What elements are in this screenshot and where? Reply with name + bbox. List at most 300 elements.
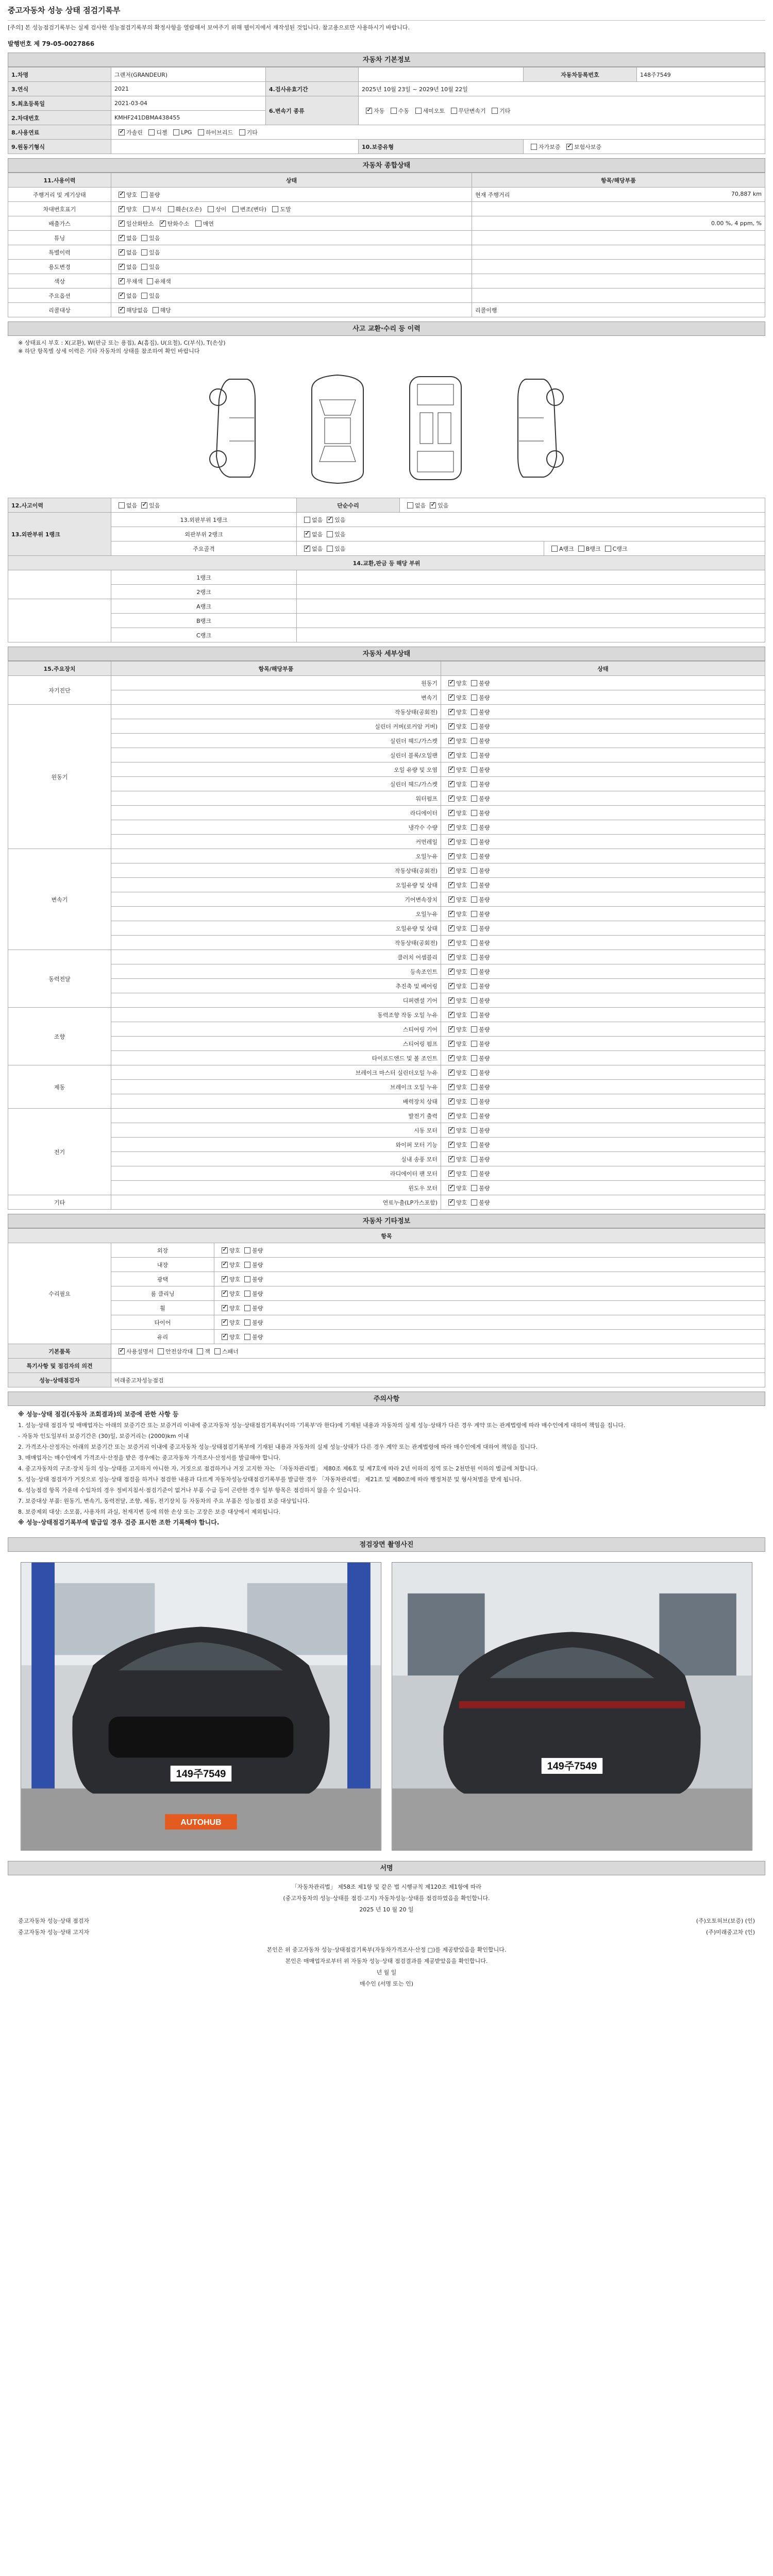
detail-checkbox[interactable] (471, 723, 477, 730)
detail-checkbox[interactable] (448, 1098, 455, 1105)
detail-checkbox[interactable] (471, 954, 477, 960)
detail-checkbox[interactable] (471, 1171, 477, 1177)
basic-label: 1.차명 (8, 67, 111, 82)
detail-item: 오일 유량 및 오염 (111, 762, 441, 777)
warranty-opt: 보험사보증 (574, 143, 602, 150)
general-checkbox[interactable] (141, 293, 147, 299)
accident-checkbox[interactable] (119, 502, 125, 509)
detail-group: 동력전달 (8, 950, 111, 1008)
detail-checkbox[interactable] (471, 1026, 477, 1032)
detail-checkbox[interactable] (448, 824, 455, 831)
basic-value: 2021 (111, 82, 266, 96)
other-group: 수리필요 (8, 1243, 111, 1344)
general-opt: 없음 (126, 249, 138, 256)
detail-opt: 불량 (479, 824, 490, 831)
section-caution-title: 주의사항 (8, 1392, 765, 1406)
detail-checkbox[interactable] (448, 752, 455, 758)
detail-opt: 양호 (456, 997, 467, 1004)
accident-checkbox[interactable] (407, 502, 413, 509)
detail-item: 스티어링 펌프 (111, 1037, 441, 1051)
detail-checkbox[interactable] (471, 781, 477, 787)
accident-checkbox[interactable] (304, 546, 310, 552)
detail-checkbox[interactable] (471, 1156, 477, 1162)
accident-checkbox[interactable] (327, 517, 333, 523)
notice-text: [주의] 본 성능점검기록부는 실제 검사한 성능점검기록부의 확정사항을 열람해서 보여주기 위해 웹이지에서 재작성된 것입니다. 참고용으로만 사용하시기 바랍니다. (8, 24, 410, 31)
other-opt: 불량 (252, 1276, 263, 1283)
general-checkbox[interactable] (153, 307, 159, 313)
general-opt: 있음 (149, 263, 160, 270)
detail-checkbox[interactable] (448, 1199, 455, 1206)
other-row-label: 성능·상태점검자 (8, 1373, 111, 1387)
general-opt: 불량 (149, 191, 160, 198)
detail-checkbox[interactable] (448, 1012, 455, 1018)
detail-status (441, 777, 765, 791)
general-checkbox[interactable] (208, 206, 214, 212)
trans-checkbox[interactable] (366, 108, 372, 114)
registration-label: 자동차등록번호 (524, 67, 637, 82)
other-opt: 양호 (229, 1247, 241, 1254)
detail-opt: 불량 (479, 925, 490, 932)
detail-table (8, 661, 765, 1210)
detail-opt: 양호 (456, 853, 467, 860)
detail-checkbox[interactable] (471, 810, 477, 816)
fuel-checkbox[interactable] (148, 129, 155, 135)
detail-item: 실린더 커버(로커암 커버) (111, 719, 441, 734)
detail-checkbox[interactable] (471, 1055, 477, 1061)
detail-item: 변속기 (111, 690, 441, 705)
other-item: 유리 (111, 1330, 214, 1344)
detail-checkbox[interactable] (471, 824, 477, 831)
detail-opt: 불량 (479, 1199, 490, 1206)
accident-checkbox[interactable] (141, 502, 147, 509)
detail-opt: 양호 (456, 1141, 467, 1148)
detail-checkbox[interactable] (448, 1084, 455, 1090)
detail-checkbox[interactable] (448, 1185, 455, 1191)
warranty-checkbox[interactable] (566, 144, 573, 150)
detail-group: 기타 (8, 1195, 111, 1210)
general-checkbox[interactable] (119, 249, 125, 256)
detail-opt: 양호 (456, 867, 467, 874)
detail-status (441, 1109, 765, 1123)
other-checkbox[interactable] (222, 1276, 228, 1282)
fuel-checkbox[interactable] (239, 129, 245, 135)
sign-line: 본인은 위 중고자동차 성능·상태점검기록부(자동차가격조사·산정 □)를 제공받았음을 확인합니다. (266, 1946, 507, 1953)
accident-opt: 없음 (312, 516, 323, 523)
detail-status (441, 676, 765, 690)
accident-table (8, 498, 765, 642)
detail-checkbox[interactable] (448, 853, 455, 859)
other-checkbox[interactable] (222, 1319, 228, 1326)
accident-q: 13.외판부위 1랭크 (8, 513, 111, 556)
other-checkbox[interactable] (244, 1319, 250, 1326)
detail-checkbox[interactable] (448, 940, 455, 946)
detail-checkbox[interactable] (448, 810, 455, 816)
trans-checkbox[interactable] (492, 108, 498, 114)
detail-opt: 양호 (456, 680, 467, 687)
detail-opt: 불량 (479, 1040, 490, 1047)
accident-opt: 있음 (334, 531, 346, 538)
accident-checkbox[interactable] (327, 531, 333, 537)
detail-status (441, 993, 765, 1008)
detail-status (441, 1123, 765, 1138)
general-opt: 일산화탄소 (126, 220, 154, 227)
rank-label: A랭크 (111, 599, 297, 614)
caution-title: ※ 성능·상태 점검(자동차 조회결과)의 보증에 관한 사항 등 (18, 1411, 179, 1418)
detail-checkbox[interactable] (471, 896, 477, 903)
other-opt: 불량 (252, 1261, 263, 1268)
basic-label: 2.차대번호 (8, 111, 111, 125)
other-checkbox[interactable] (244, 1276, 250, 1282)
detail-item: 원동기 (111, 676, 441, 690)
fuel-opt: 가솔린 (126, 129, 143, 136)
general-checkbox[interactable] (232, 206, 239, 212)
other-checkbox[interactable] (244, 1334, 250, 1340)
accident-checkbox[interactable] (304, 531, 310, 537)
detail-item: 추진축 및 베어링 (111, 979, 441, 993)
detail-status (441, 907, 765, 921)
detail-checkbox[interactable] (471, 882, 477, 888)
detail-checkbox[interactable] (448, 983, 455, 989)
other-checkbox[interactable] (244, 1247, 250, 1253)
rank-checkbox[interactable] (578, 546, 584, 552)
general-checkbox[interactable] (272, 206, 278, 212)
detail-checkbox[interactable] (448, 709, 455, 715)
general-checkbox[interactable] (195, 221, 201, 227)
detail-opt: 양호 (456, 766, 467, 773)
sign-date: 2025 년 10 월 20 일 (359, 1906, 414, 1913)
detail-checkbox[interactable] (448, 1055, 455, 1061)
detail-checkbox[interactable] (471, 709, 477, 715)
general-opt: 변조(변타) (240, 206, 266, 213)
detail-checkbox[interactable] (448, 1171, 455, 1177)
detail-opt: 양호 (456, 1156, 467, 1163)
detail-opt: 불량 (479, 694, 490, 701)
accident-checkbox[interactable] (430, 502, 436, 509)
other-item: 룸 클리닝 (111, 1286, 214, 1301)
detail-item: 기어변속장치 (111, 892, 441, 907)
other-row-value: 미래중고차성능점검 (111, 1373, 765, 1387)
trans-checkbox[interactable] (415, 108, 422, 114)
detail-checkbox[interactable] (448, 896, 455, 903)
detail-item: 오일누유 (111, 907, 441, 921)
basic-item-checkbox[interactable] (158, 1348, 164, 1354)
basic-label: 5.최초등록일 (8, 96, 111, 111)
section-sign-title: 서명 (8, 1861, 765, 1875)
general-checkbox[interactable] (119, 192, 125, 198)
detail-status (441, 1181, 765, 1195)
car-side-right-icon (492, 369, 575, 487)
other-checkbox[interactable] (222, 1334, 228, 1340)
other-checkbox[interactable] (244, 1262, 250, 1268)
general-row-label: 차대번호표기 (8, 202, 111, 216)
general-row-label: 용도변경 (8, 260, 111, 274)
detail-checkbox[interactable] (471, 1084, 477, 1090)
detail-status (441, 1138, 765, 1152)
other-opt: 양호 (229, 1290, 241, 1297)
detail-checkbox[interactable] (471, 1070, 477, 1076)
rank-opt: C랭크 (612, 545, 628, 552)
detail-item: 오일누유 (111, 849, 441, 863)
detail-checkbox[interactable] (448, 911, 455, 917)
detail-opt: 양호 (456, 1184, 467, 1192)
basic-item-opt: 잭 (205, 1348, 210, 1355)
accident-q: 주요골격 (111, 541, 297, 556)
rank-checkbox[interactable] (551, 546, 558, 552)
detail-checkbox[interactable] (471, 1041, 477, 1047)
other-checkbox[interactable] (244, 1291, 250, 1297)
other-opt: 불량 (252, 1247, 263, 1254)
trans-checkbox[interactable] (391, 108, 397, 114)
basic-item-checkbox[interactable] (214, 1348, 221, 1354)
detail-checkbox[interactable] (471, 925, 477, 931)
basic-value: 그랜저(GRANDEUR) (111, 67, 266, 82)
accident-opt: 있음 (334, 516, 346, 523)
detail-checkbox[interactable] (448, 1041, 455, 1047)
basic-label: 6.변속기 종류 (266, 96, 359, 125)
other-status (214, 1272, 765, 1286)
detail-checkbox[interactable] (448, 1026, 455, 1032)
general-opt: 부식 (150, 206, 162, 213)
general-checkbox[interactable] (141, 192, 147, 198)
accident-checkbox[interactable] (327, 546, 333, 552)
detail-checkbox[interactable] (448, 680, 455, 686)
general-opt: 매연 (203, 220, 214, 227)
sign-name: (주)미래중고차 (인) (705, 1929, 755, 1936)
detail-checkbox[interactable] (448, 795, 455, 802)
detail-opt: 불량 (479, 723, 490, 730)
other-item: 타이어 (111, 1315, 214, 1330)
detail-item: 커먼레일 (111, 835, 441, 849)
caution-line: - 자동차 인도일부터 보증기간은 (30)일, 보증거리는 (2000)km 이내 (18, 1433, 189, 1439)
warranty-checkbox[interactable] (531, 144, 537, 150)
detail-checkbox[interactable] (448, 1070, 455, 1076)
detail-checkbox[interactable] (471, 1012, 477, 1018)
detail-checkbox[interactable] (471, 839, 477, 845)
detail-item: 브레이크 오일 누유 (111, 1080, 441, 1094)
detail-checkbox[interactable] (471, 795, 477, 802)
front-plate-text: 149주7549 (176, 1768, 226, 1780)
other-opt: 양호 (229, 1261, 241, 1268)
detail-checkbox[interactable] (471, 1127, 477, 1133)
detail-opt: 양호 (456, 1199, 467, 1206)
detail-opt: 불량 (479, 1098, 490, 1105)
caution-notes (8, 1406, 765, 1533)
detail-checkbox[interactable] (471, 1199, 477, 1206)
document-number: 발행번호 제 79-05-0027866 (8, 40, 95, 47)
detail-checkbox[interactable] (471, 752, 477, 758)
detail-group: 제동 (8, 1065, 111, 1109)
detail-checkbox[interactable] (471, 1142, 477, 1148)
rank-label: 2랭크 (111, 585, 297, 599)
detail-opt: 불량 (479, 752, 490, 759)
detail-checkbox[interactable] (471, 738, 477, 744)
detail-checkbox[interactable] (471, 1113, 477, 1119)
detail-checkbox[interactable] (448, 1113, 455, 1119)
detail-status (441, 719, 765, 734)
other-checkbox[interactable] (222, 1305, 228, 1311)
basic-item-opt: 스패너 (222, 1348, 239, 1355)
detail-checkbox[interactable] (471, 680, 477, 686)
general-checkbox[interactable] (119, 264, 125, 270)
general-checkbox[interactable] (119, 307, 125, 313)
trans-opt: 수동 (398, 107, 410, 114)
other-header: 항목 (8, 1229, 765, 1243)
general-opt: 양호 (126, 206, 138, 213)
general-row-label: 배출가스 (8, 216, 111, 231)
detail-checkbox[interactable] (471, 911, 477, 917)
basic-label: 3.연식 (8, 82, 111, 96)
general-checkbox[interactable] (119, 206, 125, 212)
detail-checkbox[interactable] (471, 694, 477, 701)
rank-checkbox[interactable] (605, 546, 611, 552)
general-row-label: 주행거리 및 계기상태 (8, 188, 111, 202)
fuel-checkbox[interactable] (173, 129, 179, 135)
detail-item: 연료누출(LP가스포함) (111, 1195, 441, 1210)
general-checkbox[interactable] (143, 206, 149, 212)
accident-q: 외판부위 2랭크 (111, 527, 297, 541)
other-row-label: 기본품목 (8, 1344, 111, 1359)
detail-checkbox[interactable] (448, 868, 455, 874)
accident-q: 단순수리 (297, 498, 400, 513)
basic-item-opt: 안전삼각대 (165, 1348, 193, 1355)
accident-q: 12.사고이력 (8, 498, 111, 513)
lift-brand-text: AUTOHUB (180, 1818, 222, 1827)
detail-opt: 불량 (479, 882, 490, 889)
basic-value: 2025년 10월 23일 ~ 2029년 10월 22일 (359, 82, 765, 96)
other-checkbox[interactable] (222, 1291, 228, 1297)
detail-checkbox[interactable] (448, 694, 455, 701)
detail-opt: 양호 (456, 882, 467, 889)
general-note: 리콜이행 (472, 303, 765, 317)
detail-opt: 양호 (456, 1069, 467, 1076)
other-checkbox[interactable] (222, 1262, 228, 1268)
detail-status (441, 921, 765, 936)
fuel-checkbox[interactable] (198, 129, 204, 135)
detail-status (441, 1008, 765, 1022)
other-checkbox[interactable] (222, 1247, 228, 1253)
detail-opt: 양호 (456, 1098, 467, 1105)
detail-item: 브레이크 마스터 실린더오일 누유 (111, 1065, 441, 1080)
detail-group: 변속기 (8, 849, 111, 950)
detail-checkbox[interactable] (448, 1127, 455, 1133)
general-row-label: 특별이력 (8, 245, 111, 260)
detail-opt: 불량 (479, 737, 490, 744)
general-checkbox[interactable] (168, 206, 174, 212)
detail-checkbox[interactable] (448, 723, 455, 730)
accident-checkbox[interactable] (304, 517, 310, 523)
detail-checkbox[interactable] (471, 983, 477, 989)
general-checkbox[interactable] (141, 264, 147, 270)
other-row-value (111, 1344, 765, 1359)
detail-item: 실내 송풍 모터 (111, 1152, 441, 1166)
detail-opt: 불량 (479, 939, 490, 946)
detail-status (441, 762, 765, 777)
detail-checkbox[interactable] (448, 767, 455, 773)
detail-checkbox[interactable] (471, 940, 477, 946)
accident-opt: 있음 (438, 502, 449, 509)
detail-item: 실린더 헤드/가스켓 (111, 777, 441, 791)
other-opt: 불량 (252, 1333, 263, 1341)
other-status (214, 1286, 765, 1301)
other-checkbox[interactable] (244, 1305, 250, 1311)
general-checkbox[interactable] (119, 293, 125, 299)
general-table (8, 173, 765, 317)
detail-item: 시동 모터 (111, 1123, 441, 1138)
other-status (214, 1330, 765, 1344)
detail-checkbox[interactable] (448, 839, 455, 845)
detail-checkbox[interactable] (448, 925, 455, 931)
detail-opt: 양호 (456, 838, 467, 845)
detail-opt: 양호 (456, 896, 467, 903)
section-general-title: 자동차 종합상태 (8, 158, 765, 173)
general-checkbox[interactable] (147, 278, 153, 284)
detail-opt: 양호 (456, 708, 467, 716)
detail-checkbox[interactable] (448, 1156, 455, 1162)
car-side-left-icon (198, 369, 281, 487)
detail-checkbox[interactable] (448, 882, 455, 888)
detail-checkbox[interactable] (448, 997, 455, 1004)
general-opt: 있음 (149, 249, 160, 256)
detail-checkbox[interactable] (448, 954, 455, 960)
general-row-label: 색상 (8, 274, 111, 289)
detail-checkbox[interactable] (471, 1098, 477, 1105)
detail-checkbox[interactable] (471, 1185, 477, 1191)
fuel-checkbox[interactable] (119, 129, 125, 135)
detail-checkbox[interactable] (471, 868, 477, 874)
accident-opt: 없음 (312, 531, 323, 538)
detail-opt: 양호 (456, 795, 467, 802)
other-opt: 양호 (229, 1319, 241, 1326)
other-table (8, 1228, 765, 1387)
general-checkbox[interactable] (160, 221, 166, 227)
general-opt: 도말 (280, 206, 291, 213)
basic-label: 4.검사유효기간 (266, 82, 359, 96)
detail-checkbox[interactable] (471, 853, 477, 859)
detail-status (441, 690, 765, 705)
general-opt: 있음 (149, 292, 160, 299)
detail-status (441, 1166, 765, 1181)
detail-checkbox[interactable] (448, 781, 455, 787)
accident-opt: 없음 (312, 545, 323, 552)
mileage-value: 70,887 km (731, 190, 762, 197)
detail-checkbox[interactable] (471, 997, 477, 1004)
detail-checkbox[interactable] (471, 767, 477, 773)
detail-item: 등속조인트 (111, 964, 441, 979)
general-checkbox[interactable] (141, 249, 147, 256)
photo-row (8, 1552, 765, 1861)
caution-line: 7. 보증대상 부품: 원동기, 변속기, 동력전달, 조향, 제동, 전기장치 등 자동차의 주요 부품은 성능점검 보증 대상입니다. (18, 1498, 310, 1504)
general-checkbox[interactable] (141, 235, 147, 241)
general-opt: 없음 (126, 292, 138, 299)
basic-item-checkbox[interactable] (119, 1348, 125, 1354)
basic-item-checkbox[interactable] (197, 1348, 203, 1354)
detail-checkbox[interactable] (448, 969, 455, 975)
detail-opt: 양호 (456, 824, 467, 831)
trans-opt: 자동 (374, 107, 385, 114)
detail-status (441, 820, 765, 835)
general-checkbox[interactable] (119, 278, 125, 284)
detail-checkbox[interactable] (448, 738, 455, 744)
detail-checkbox[interactable] (448, 1142, 455, 1148)
detail-status (441, 1094, 765, 1109)
trans-checkbox[interactable] (451, 108, 457, 114)
fuel-opt: 하이브리드 (205, 129, 233, 136)
general-checkbox[interactable] (119, 221, 125, 227)
detail-item: 와이퍼 모터 기능 (111, 1138, 441, 1152)
detail-opt: 양호 (456, 1011, 467, 1019)
detail-checkbox[interactable] (471, 969, 477, 975)
general-checkbox[interactable] (119, 235, 125, 241)
